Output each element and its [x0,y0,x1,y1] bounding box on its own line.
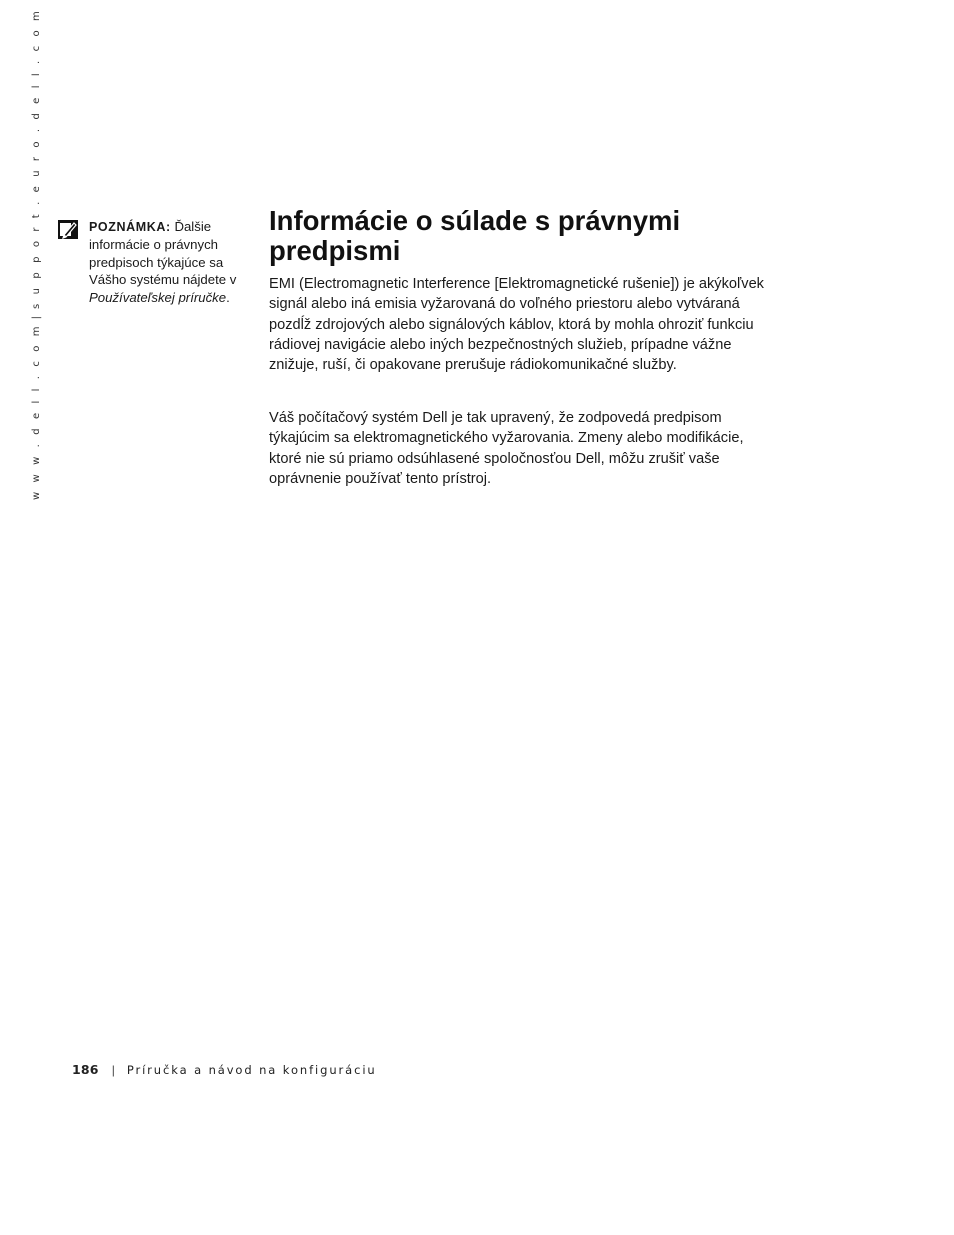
page-number: 186 [72,1062,99,1077]
paragraph-emi: EMI (Electromagnetic Interference [Elektromagnetické rušenie]) je akýkoľvek signál alebo iná emisia vyžarovaná do voľného priestoru alebo vytváraná pozdĺž zdrojových alebo signálových káblov, ktorá by mohla ohroziť funkciu rádiovej navigácie alebo iných bezpečnostných služieb, prípadne vážne znižuje, ruší, či opakovane prerušuje rádiokomunikačné služby. [269,276,764,374]
note-pencil-icon [58,220,78,239]
note-text-before: Ďalšie informácie o právnych predpisoch týkajúce sa Vášho systému nájdete v [89,219,237,288]
page-title: Informácie o súlade s právnymi predpismi [269,205,681,266]
note-text [89,218,249,306]
side-url-left: w w w . d e l l . c o m [31,323,42,500]
side-url-right: s u p p o r t . e u r o . d e l l . c o m [31,8,42,309]
side-url-separator: | [31,312,42,320]
footer-separator: | [111,1063,115,1077]
side-url-text [31,8,79,500]
footer-book-title: Príručka a návod na konfiguráciu [126,1063,377,1077]
page-footer [72,1062,377,1077]
note-text-after: . [226,289,230,305]
note-text-italic: Používateľskej príručke [89,289,227,305]
paragraph-dell-compliance: Váš počítačový systém Dell je tak upravený, že zodpovedá predpisom týkajúcim sa elektromagnetického vyžarovania. Zmeny alebo modifikácie, ktoré nie sú priamo odsúhlasené spoločnosťou Dell, môžu zrušiť vaše oprávnenie používať tento prístroj. [269,410,744,487]
note-label: POZNÁMKA: [89,220,171,234]
